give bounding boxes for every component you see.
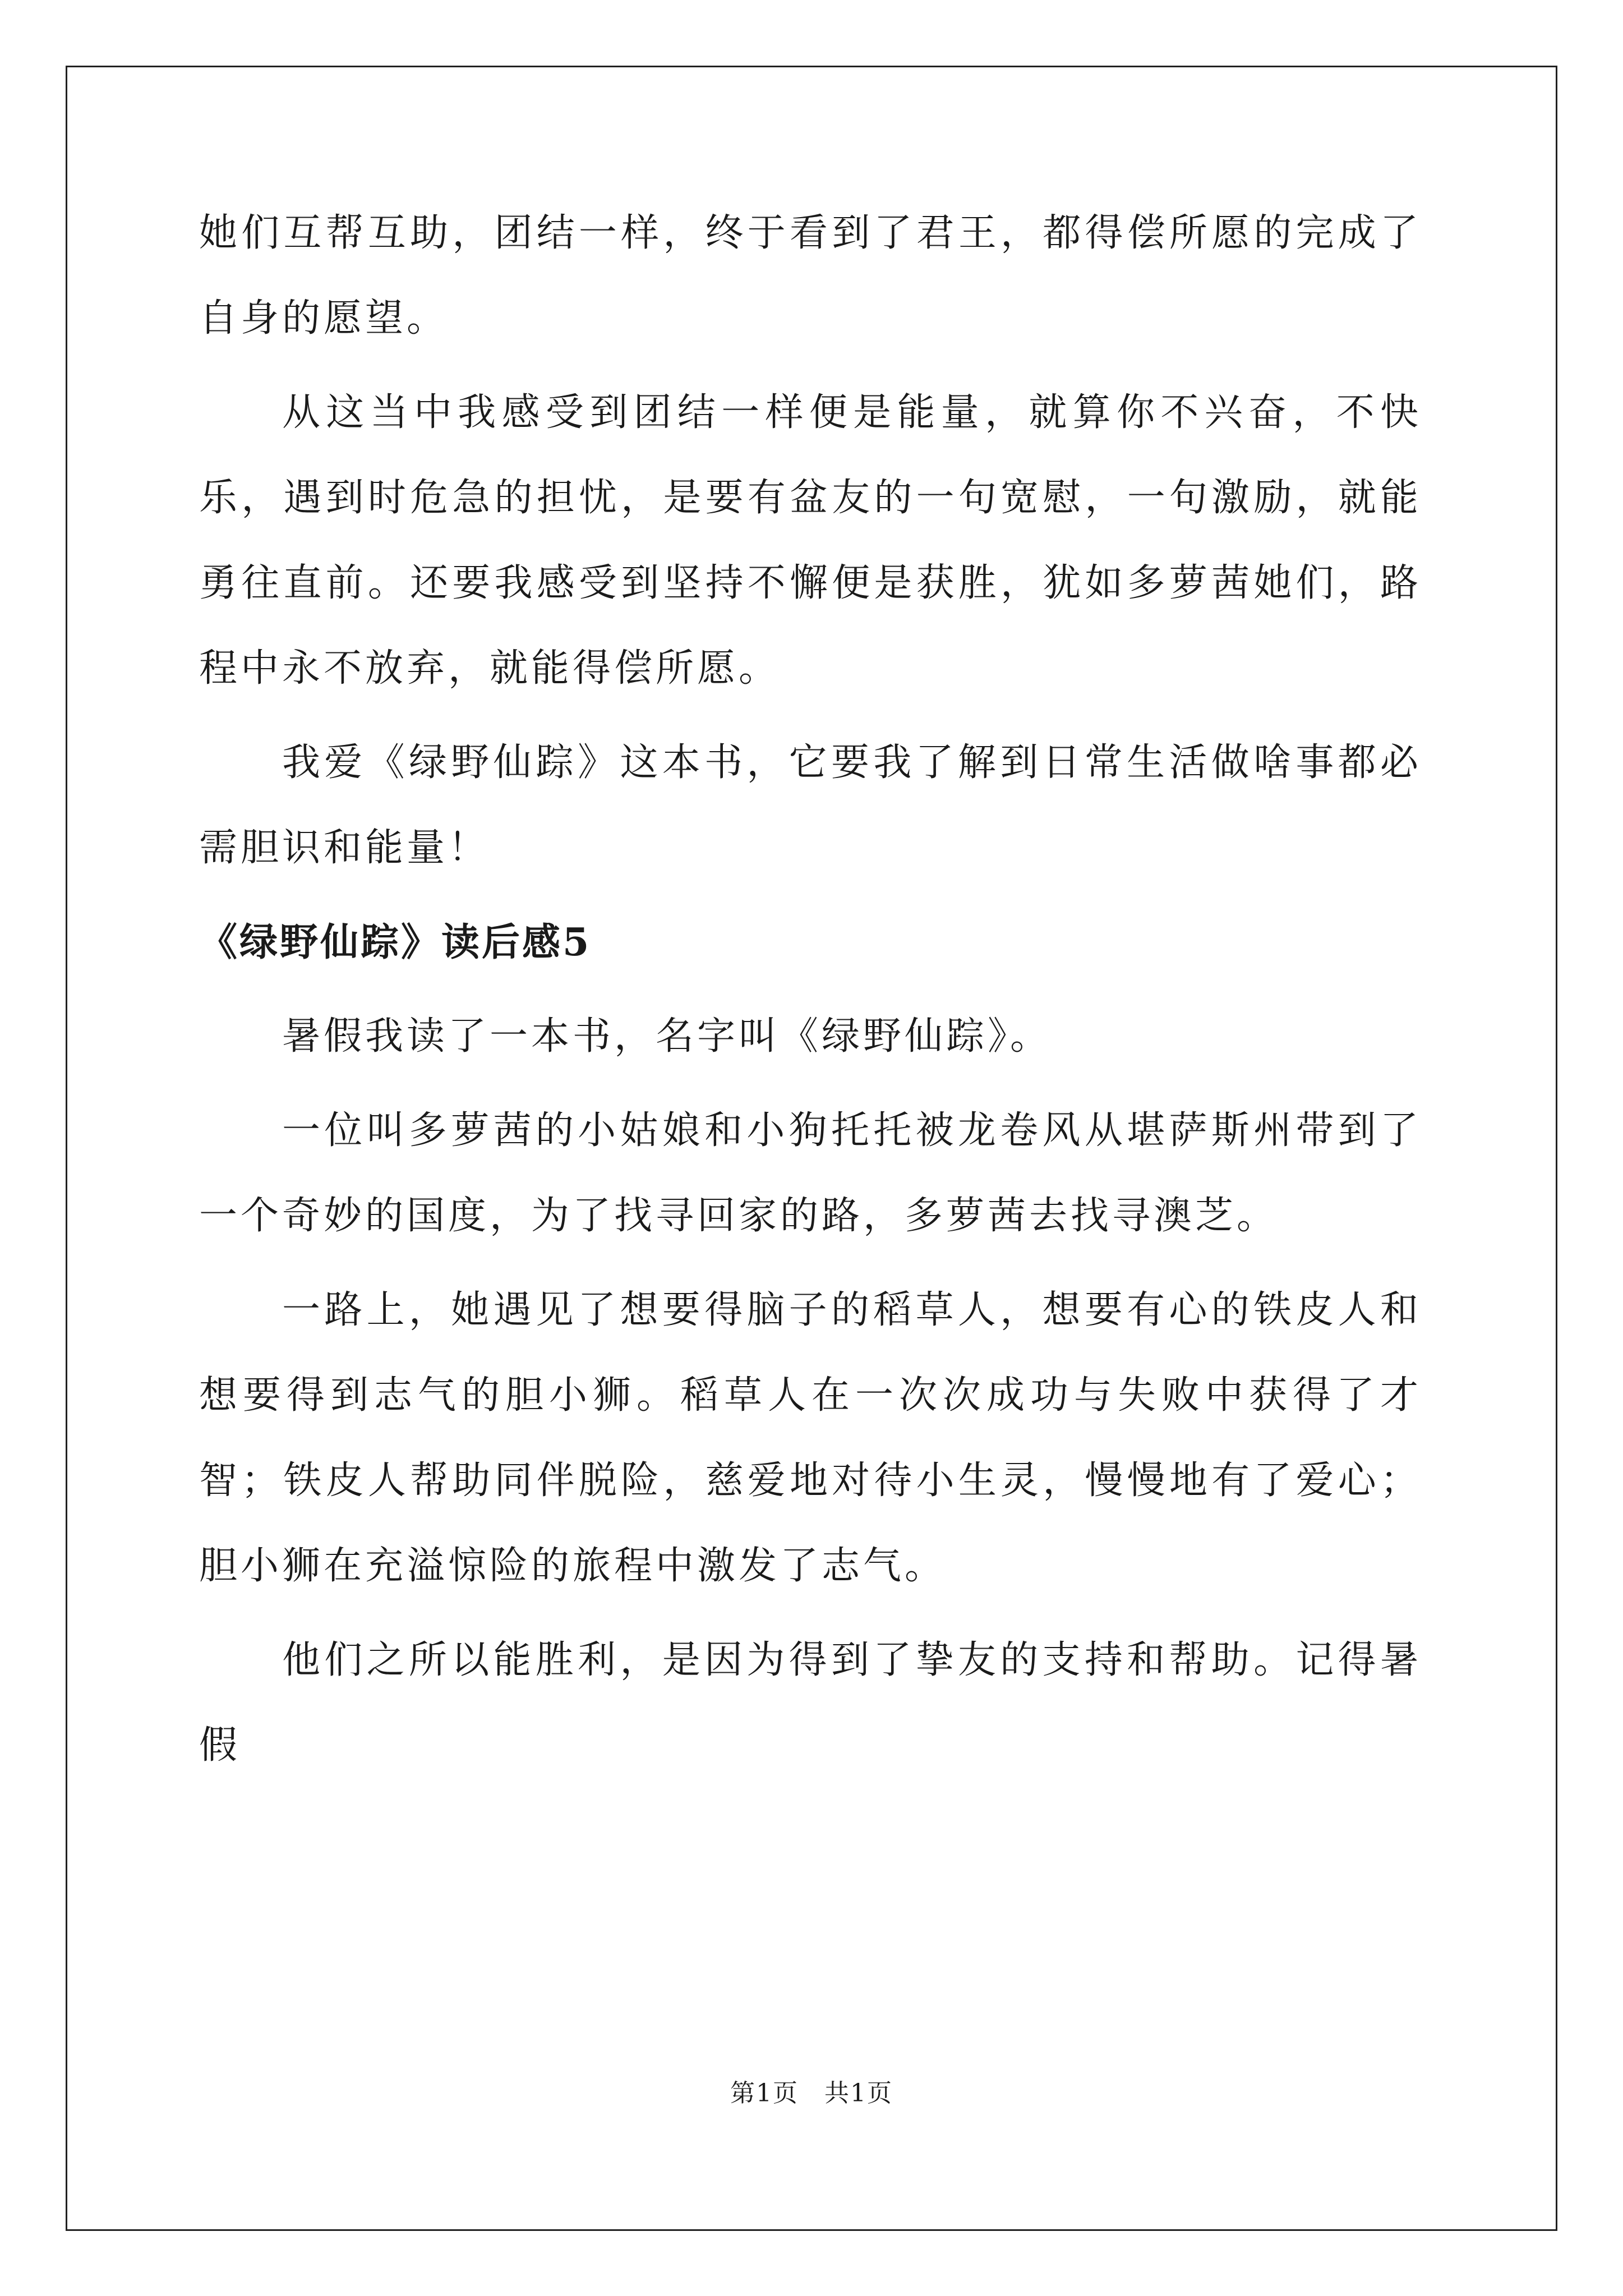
paragraph-3: 我爱《绿野仙踪》这本书，它要我了解到日常生活做啥事都必需胆识和能量！ — [199, 740, 1422, 870]
paragraph-5: 一位叫多萝茜的小姑娘和小狗托托被龙卷风从堪萨斯州带到了一个奇妙的国度，为了找寻回家的路，多萝茜去找寻澳芝。 — [199, 1108, 1422, 1238]
paragraph-4: 暑假我读了一本书，名字叫《绿野仙踪》。 — [282, 1014, 1052, 1059]
section-heading: 《绿野仙踪》读后感5 — [199, 920, 592, 965]
paragraph-1: 她们互帮互助，团结一样，终于看到了君王，都得偿所愿的完成了自身的愿望。 — [199, 211, 1422, 341]
paragraph-2: 从这当中我感受到团结一样便是能量，就算你不兴奋，不快乐，遇到时危急的担忧，是要有盆友的一句宽慰，一句激励，就能勇往直前。还要我感受到坚持不懈便是获胜，犹如多萝茜她们，路程中永不放弃，就能得偿所愿。 — [199, 390, 1422, 691]
paragraph-6: 一路上，她遇见了想要得脑子的稻草人，想要有心的铁皮人和想要得到志气的胆小狮。稻草人在一次次成功与失败中获得了才智；铁皮人帮助同伴脱险，慈爱地对待小生灵，慢慢地有了爱心；胆小狮在充溢惊险的旅程中激发了志气。 — [199, 1288, 1422, 1588]
page-number-footer: 第1页 共1页 — [730, 2079, 893, 2108]
paragraph-7: 他们之所以能胜利，是因为得到了挚友的支持和帮助。记得暑假 — [199, 1638, 1422, 1768]
document-body — [199, 191, 1422, 1788]
